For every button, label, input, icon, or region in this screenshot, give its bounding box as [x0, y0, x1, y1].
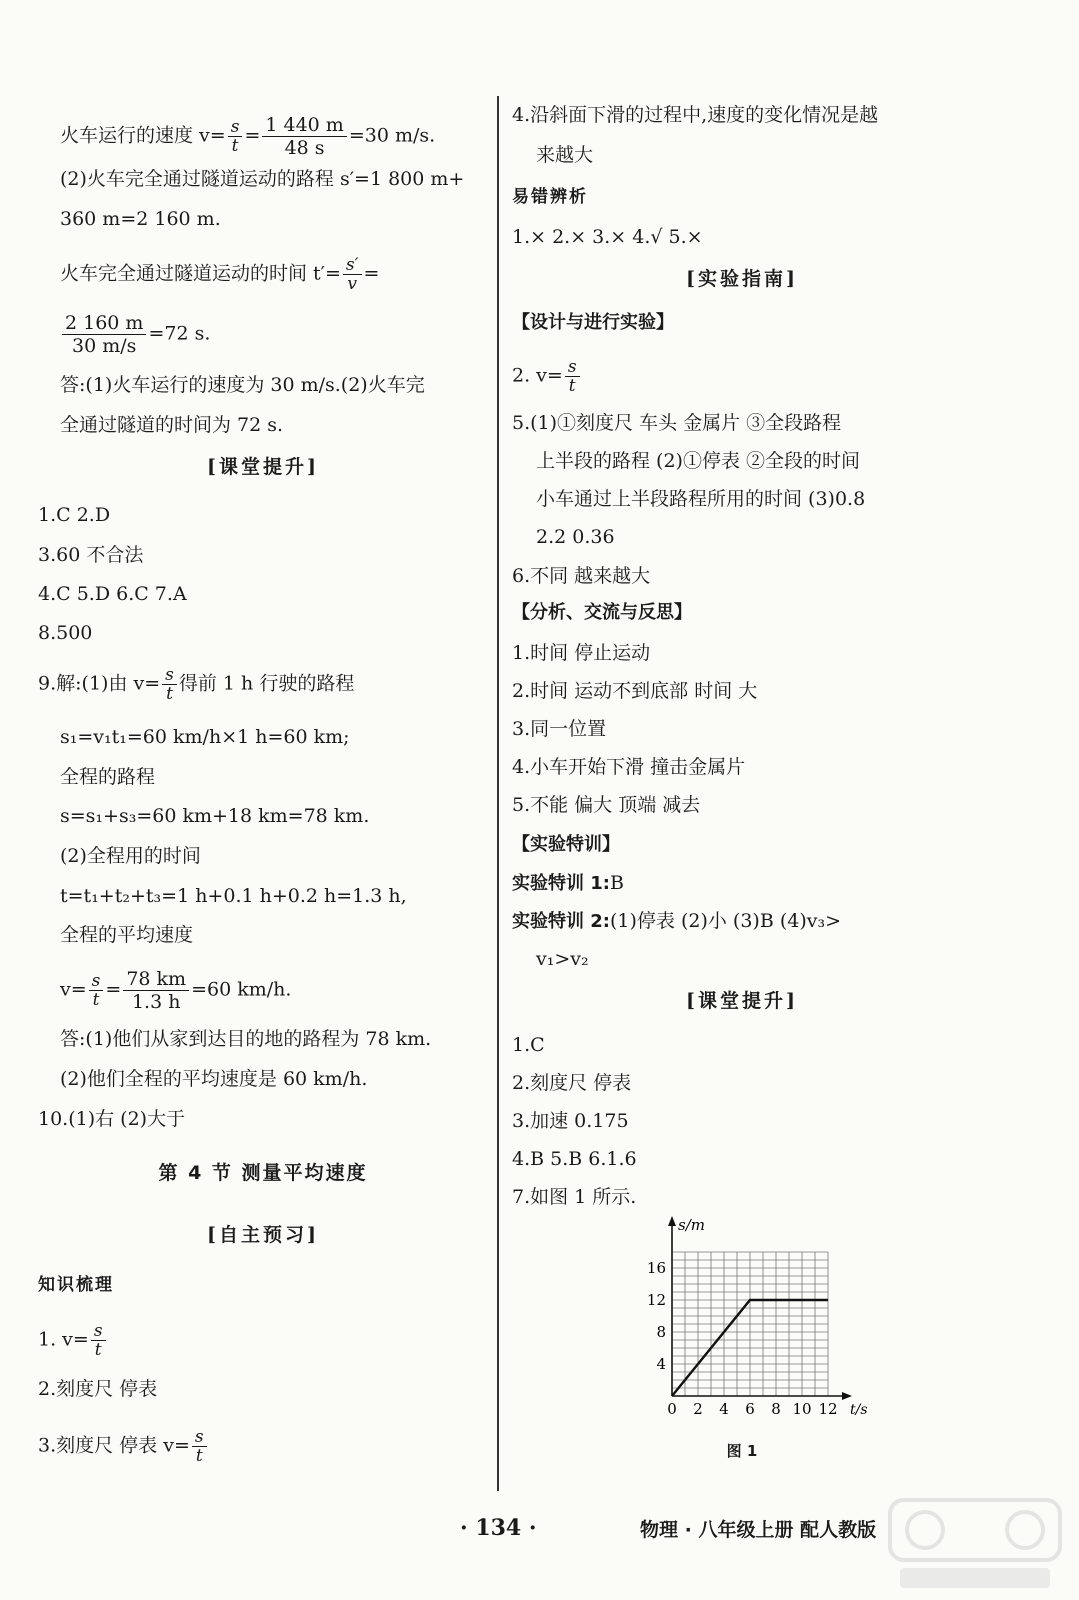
text-line: 360 m=2 160 m. [60, 208, 221, 230]
column-divider [497, 96, 499, 1491]
numerator: s′ [343, 256, 362, 275]
denominator: t [231, 136, 239, 156]
text: = [363, 262, 380, 285]
text-line: 上半段的路程 (2)①停表 ②全段的时间 [536, 450, 860, 472]
text-line: s₁=v₁t₁=60 km/h×1 h=60 km; [60, 726, 350, 748]
numerator: s [565, 358, 580, 377]
answer-line: 4.B 5.B 6.1.6 [512, 1148, 637, 1170]
fraction [162, 666, 177, 703]
text: =60 km/h. [191, 978, 292, 1001]
numerator: 1 440 m [262, 114, 346, 137]
y-tick-label: 16 [646, 1259, 666, 1277]
answer-line: 1.时间 停止运动 [512, 642, 651, 664]
text: 1. v= [38, 1328, 89, 1351]
text-line: 全通过隧道的时间为 72 s. [60, 414, 284, 436]
numerator: 2 160 m [62, 312, 146, 335]
answer-line: 3.加速 0.175 [512, 1110, 629, 1132]
solution-line [38, 666, 354, 703]
answer-line: 4.沿斜面下滑的过程中,速度的变化情况是越 [512, 104, 879, 126]
answer-line: 10.(1)右 (2)大于 [38, 1108, 186, 1130]
answer-line: 2.刻度尺 停表 [512, 1072, 632, 1094]
text-line: t=t₁+t₂+t₃=1 h+0.1 h+0.2 h=1.3 h, [60, 885, 407, 907]
heading-shiyan: [实验指南] [686, 268, 798, 290]
text-line: (2)他们全程的平均速度是 60 km/h. [60, 1068, 368, 1090]
fraction [89, 972, 104, 1009]
answer-line: 8.500 [38, 622, 93, 644]
heading-ketang: [课堂提升] [207, 456, 319, 478]
fraction [565, 358, 580, 395]
text: 得前 1 h 行驶的路程 [178, 672, 355, 695]
text-line: (2)全程用的时间 [60, 845, 201, 867]
fraction [192, 1428, 207, 1465]
text: 2. v= [512, 364, 563, 387]
book-title: 物理 · 八年级上册 配人教版 [640, 1519, 877, 1541]
fraction [228, 118, 243, 155]
fraction [91, 1322, 106, 1359]
heading-zizhu: [自主预习] [207, 1224, 319, 1246]
text-line: 答:(1)火车运行的速度为 30 m/s.(2)火车完 [60, 374, 425, 396]
x-tick-label: 4 [719, 1400, 729, 1418]
text: =72 s. [148, 322, 211, 345]
text: 火车完全通过隧道运动的时间 t′= [60, 262, 341, 285]
answer-line: 3.同一位置 [512, 718, 607, 740]
answer-line: 2.时间 运动不到底部 时间 大 [512, 680, 758, 702]
text: v= [60, 978, 87, 1001]
text-line: 全程的路程 [60, 766, 156, 788]
answer-line: 3.60 不合法 [38, 544, 144, 566]
heading-fenxi: 【分析、交流与反思】 [512, 602, 692, 623]
answer-line: 2.刻度尺 停表 [38, 1378, 158, 1400]
section-title: 第 4 节 测量平均速度 [158, 1162, 368, 1184]
y-tick-label: 4 [656, 1355, 666, 1373]
answer-line [512, 908, 841, 935]
answer-line: 1.× 2.× 3.× 4.√ 5.× [512, 226, 703, 248]
heading-texun: 【实验特训】 [512, 834, 620, 855]
answer-line [38, 1428, 209, 1465]
denominator: t [568, 376, 576, 396]
chart-caption: 图 1 [726, 1442, 758, 1460]
tunnel-time-line [60, 256, 379, 293]
x-tick-label: 6 [745, 1400, 755, 1418]
answer-line: 5.(1)①刻度尺 车头 金属片 ③全段路程 [512, 412, 842, 434]
y-tick-label: 12 [646, 1291, 666, 1309]
answer-line [38, 1322, 108, 1359]
heading-zhishi: 知识梳理 [38, 1275, 114, 1295]
x-tick-label: 12 [818, 1400, 838, 1418]
text: 3.刻度尺 停表 v= [38, 1434, 190, 1457]
label: 实验特训 1: [512, 873, 610, 894]
text: (1)停表 (2)小 (3)B (4)v₃> [610, 910, 842, 932]
fraction [62, 312, 146, 357]
text-line: 2.2 0.36 [536, 526, 615, 548]
denominator: t [195, 1446, 203, 1466]
answer-line: 1.C [512, 1034, 545, 1056]
x-axis-arrow [842, 1392, 852, 1400]
denominator: v [347, 274, 358, 294]
numerator: s [228, 118, 243, 137]
answer-line: 4.小车开始下滑 撞击金属片 [512, 756, 746, 778]
numerator: 78 km [123, 968, 189, 991]
denominator: t [94, 1340, 102, 1360]
train-speed-line [60, 114, 435, 159]
page-number: · 134 · [460, 1515, 537, 1541]
numerator: s [162, 666, 177, 685]
numerator: s [192, 1428, 207, 1447]
denominator: 48 s [284, 137, 325, 159]
x-tick-label: 2 [693, 1400, 703, 1418]
text: = [105, 978, 122, 1001]
text: 火车运行的速度 v= [60, 124, 226, 147]
x-axis-label: t/s [850, 1402, 868, 1418]
text: = [244, 124, 261, 147]
x-tick-label: 0 [667, 1400, 677, 1418]
denominator: t [92, 990, 100, 1010]
denominator: 30 m/s [72, 335, 137, 357]
heading-sheji: 【设计与进行实验】 [512, 312, 674, 333]
fraction [343, 256, 362, 293]
answer-line: 5.不能 偏大 顶端 减去 [512, 794, 701, 816]
x-tick-label: 8 [771, 1400, 781, 1418]
denominator: 1.3 h [131, 991, 181, 1013]
x-tick-label: 10 [792, 1400, 812, 1418]
text: =30 m/s. [348, 124, 436, 147]
y-axis-label: s/m [678, 1216, 705, 1234]
text: 9.解:(1)由 v= [38, 672, 161, 695]
watermark-logo [880, 1490, 1070, 1595]
answer-line: 7.如图 1 所示. [512, 1186, 637, 1208]
y-tick-label: 8 [656, 1323, 666, 1341]
text-line: 答:(1)他们从家到达目的地的路程为 78 km. [60, 1028, 432, 1050]
text-line: (2)火车完全通过隧道运动的路程 s′=1 800 m+ [60, 168, 465, 190]
st-graph [632, 1210, 868, 1430]
y-axis-arrow [668, 1216, 676, 1226]
text-line: 小车通过上半段路程所用的时间 (3)0.8 [536, 488, 866, 510]
answer-line: 1.C 2.D [38, 504, 111, 526]
denominator: t [166, 684, 173, 704]
numerator: s [89, 972, 104, 991]
answer-line: 4.C 5.D 6.C 7.A [38, 583, 187, 605]
answer-line [512, 358, 582, 395]
tunnel-time-result-line [60, 312, 210, 357]
text-line: s=s₁+s₃=60 km+18 km=78 km. [60, 805, 370, 827]
fraction [123, 968, 189, 1013]
label: 实验特训 2: [512, 911, 610, 932]
text-line: 全程的平均速度 [60, 924, 194, 946]
text-line: v₁>v₂ [536, 948, 589, 970]
text-line: 来越大 [536, 144, 594, 166]
heading-ketang: [课堂提升] [686, 990, 798, 1012]
answer-line: 6.不同 越来越大 [512, 565, 651, 587]
numerator: s [91, 1322, 106, 1341]
answer-line [512, 870, 624, 897]
text: B [610, 872, 624, 894]
fraction [262, 114, 346, 159]
average-speed-line [60, 968, 291, 1013]
heading-yicuo: 易错辨析 [512, 187, 588, 207]
